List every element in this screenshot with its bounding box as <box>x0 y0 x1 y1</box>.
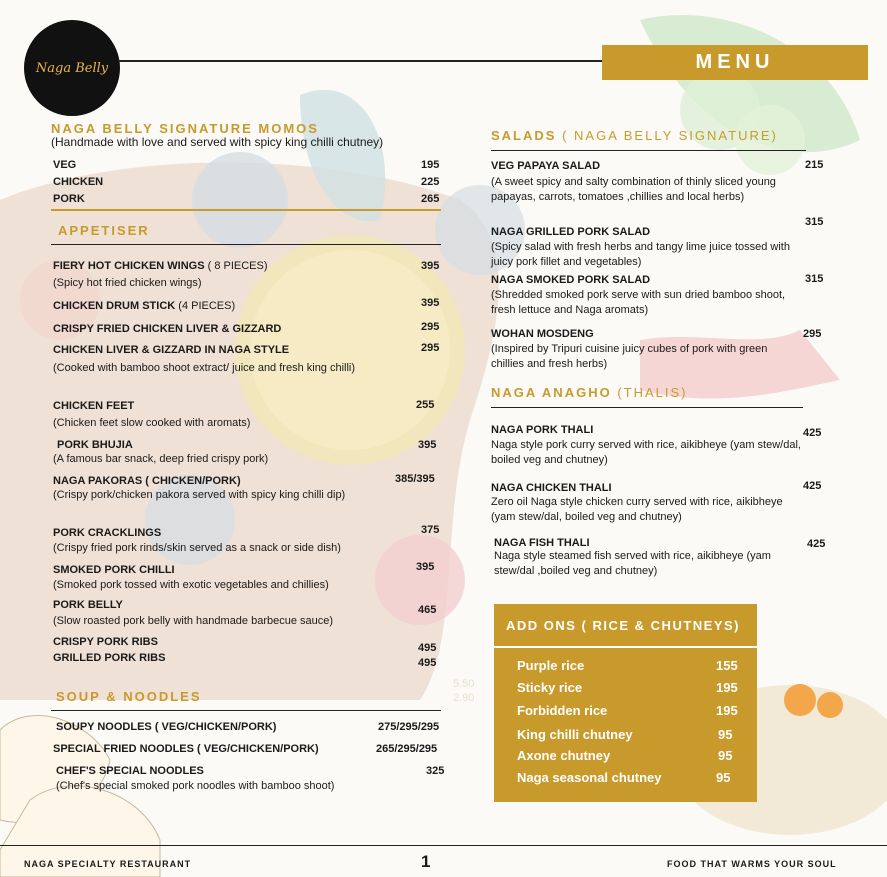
salads-heading: SALADS <box>491 128 557 143</box>
appetiser-item-price: 395 <box>418 439 437 451</box>
appetiser-item-name: PORK CRACKLINGS <box>53 527 162 539</box>
thali-item-price: 425 <box>807 538 826 550</box>
footer-rule <box>0 845 887 846</box>
appetiser-item-price: 465 <box>418 604 437 616</box>
appetiser-item-name: PORK BHUJIA <box>57 439 133 451</box>
appetiser-item-price: 495 <box>418 657 437 669</box>
salad-item-name: VEG PAPAYA SALAD <box>491 160 601 172</box>
thali-item-name: NAGA CHICKEN THALI <box>491 482 612 494</box>
appetiser-item-name: FIERY HOT CHICKEN WINGS ( 8 PIECES) <box>53 260 268 272</box>
appetiser-item-name: NAGA PAKORAS ( CHICKEN/PORK) <box>53 475 241 487</box>
momos-heading: NAGA BELLY SIGNATURE MOMOS <box>51 121 319 136</box>
addon-item-name: Axone chutney <box>517 748 611 763</box>
appetiser-item-price: 375 <box>421 524 440 536</box>
appetiser-item-desc: (Spicy hot fried chicken wings) <box>53 277 202 289</box>
appetiser-item-price: 295 <box>421 321 440 333</box>
addon-item-name: Forbidden rice <box>517 703 608 718</box>
appetiser-item-name: CRISPY PORK RIBS <box>53 636 158 648</box>
footer-tagline: FOOD THAT WARMS YOUR SOUL <box>667 859 837 869</box>
appetiser-item-price: 395 <box>421 260 440 272</box>
addons-panel <box>494 604 757 802</box>
soup-item-price: 265/295/295 <box>376 743 438 755</box>
salad-item-name: WOHAN MOSDENG <box>491 328 594 340</box>
salads-heading-note: ( NAGA BELLY SIGNATURE) <box>562 128 778 143</box>
appetiser-item-price: 495 <box>418 642 437 654</box>
salad-item-name: NAGA SMOKED PORK SALAD <box>491 274 651 286</box>
addon-item-price: 95 <box>718 748 733 763</box>
addons-heading: ADD ONS ( RICE & CHUTNEYS) <box>506 618 741 633</box>
menu-title: MENU <box>602 45 868 80</box>
appetiser-item-price: 395 <box>421 297 440 309</box>
appetiser-item-name: CRISPY FRIED CHICKEN LIVER & GIZZARD <box>53 323 282 335</box>
addon-item-name: Sticky rice <box>517 680 583 695</box>
appetiser-item-desc: (Smoked pork tossed with exotic vegetables and chillies) <box>53 579 329 591</box>
salad-item-desc: (Spicy salad with fresh herbs and tangy lime juice tossed with juicy pork fillet and vegetables) <box>491 241 790 268</box>
faded-price: 2.90 <box>453 692 475 704</box>
salad-item-price: 295 <box>803 328 822 340</box>
addons-divider <box>494 646 757 648</box>
thalis-divider <box>491 407 803 408</box>
addon-item-price: 95 <box>716 770 731 785</box>
thali-item-desc: Naga style pork curry served with rice, aikibheye (yam stew/dal, boiled veg and chutney) <box>491 439 801 466</box>
soup-item-name: SPECIAL FRIED NOODLES ( VEG/CHICKEN/PORK) <box>53 743 319 755</box>
addon-item-price: 155 <box>716 658 738 673</box>
salad-item-price: 215 <box>805 159 824 171</box>
naga-belly-logo <box>24 20 120 116</box>
momos-divider <box>51 209 441 211</box>
addon-item-name: King chilli chutney <box>517 727 633 742</box>
soup-divider <box>51 710 441 711</box>
appetiser-item-desc: (A famous bar snack, deep fried crispy pork) <box>53 453 269 465</box>
appetiser-item-name: CHICKEN DRUM STICK (4 PIECES) <box>53 300 236 312</box>
salad-item-desc: (A sweet spicy and salty combination of thinly sliced young papayas, carrots, tomatoes ,chillies and local herbs) <box>491 176 776 203</box>
header-rule <box>118 60 603 62</box>
thali-item-name: NAGA PORK THALI <box>491 424 594 436</box>
thali-item-price: 425 <box>803 427 822 439</box>
page-number: 1 <box>421 852 431 871</box>
thali-item-name: NAGA FISH THALI <box>494 537 590 549</box>
soup-item-desc: (Chef's special smoked pork noodles with bamboo shoot) <box>56 780 335 792</box>
salad-item-desc: (Inspired by Tripuri cuisine juicy cubes of pork with green chillies and fresh herbs) <box>491 343 768 370</box>
momos-subtitle: (Handmade with love and served with spicy king chilli chutney) <box>51 135 384 149</box>
addon-item-name: Purple rice <box>517 658 585 673</box>
salad-item-name: NAGA GRILLED PORK SALAD <box>491 226 651 238</box>
appetiser-item-price: 295 <box>421 342 440 354</box>
soup-item-price: 275/295/295 <box>378 721 440 733</box>
appetiser-item-name: GRILLED PORK RIBS <box>53 652 166 664</box>
appetiser-item-name: PORK BELLY <box>53 599 123 611</box>
appetiser-item-desc: (Crispy pork/chicken pakora served with spicy king chilli dip) <box>53 489 346 501</box>
appetiser-item-name: SMOKED PORK CHILLI <box>53 564 175 576</box>
soup-item-name: SOUPY NOODLES ( VEG/CHICKEN/PORK) <box>56 721 277 733</box>
salads-divider <box>491 150 806 151</box>
momos-item-name: PORK <box>53 193 85 205</box>
soup-item-price: 325 <box>426 765 445 777</box>
appetiser-item-price: 385/395 <box>395 473 435 485</box>
appetiser-item-desc: (Slow roasted pork belly with handmade barbecue sauce) <box>53 615 334 627</box>
salad-item-price: 315 <box>805 216 824 228</box>
faded-price: 5.50 <box>453 678 475 690</box>
appetiser-item-name: CHICKEN FEET <box>53 400 135 412</box>
momos-item-name: VEG <box>53 159 77 171</box>
appetiser-item-desc: (Crispy fried pork rinds/skin served as a snack or side dish) <box>53 542 341 554</box>
momos-item-name: CHICKEN <box>53 176 104 188</box>
appetiser-item-name: CHICKEN LIVER & GIZZARD IN NAGA STYLE <box>53 344 290 356</box>
appetiser-heading: APPETISER <box>58 223 150 238</box>
soup-heading: SOUP & NOODLES <box>56 689 202 704</box>
thalis-heading: NAGA ANAGHO <box>491 385 612 400</box>
thali-item-price: 425 <box>803 480 822 492</box>
thali-item-desc: Zero oil Naga style chicken curry served with rice, aikibheye (yam stew/dal, boiled veg and chutney) <box>491 496 783 523</box>
addon-item-price: 195 <box>716 703 738 718</box>
thalis-heading-note: (THALIS) <box>617 385 688 400</box>
momos-item-price: 225 <box>421 176 440 188</box>
appetiser-item-desc: (Cooked with bamboo shoot extract/ juice and fresh king chilli) <box>53 362 356 374</box>
addon-item-price: 95 <box>718 727 733 742</box>
thali-item-desc: Naga style steamed fish served with rice, aikibheye (yam stew/dal ,boiled veg and chutney) <box>494 550 771 577</box>
addon-item-name: Naga seasonal chutney <box>517 770 662 785</box>
salad-item-price: 315 <box>805 273 824 285</box>
appetiser-item-price: 395 <box>416 561 435 573</box>
soup-item-name: CHEF'S SPECIAL NOODLES <box>56 765 204 777</box>
footer-restaurant-label: NAGA SPECIALTY RESTAURANT <box>24 859 192 869</box>
appetiser-item-desc: (Chicken feet slow cooked with aromats) <box>53 417 251 429</box>
salad-item-desc: (Shredded smoked pork serve with sun dried bamboo shoot, fresh lettuce and Naga aromats) <box>491 289 786 316</box>
logo-text: Naga Belly <box>35 60 109 76</box>
momos-item-price: 265 <box>421 193 440 205</box>
addon-item-price: 195 <box>716 680 738 695</box>
appetiser-divider <box>51 244 441 245</box>
momos-item-price: 195 <box>421 159 440 171</box>
appetiser-item-price: 255 <box>416 399 435 411</box>
